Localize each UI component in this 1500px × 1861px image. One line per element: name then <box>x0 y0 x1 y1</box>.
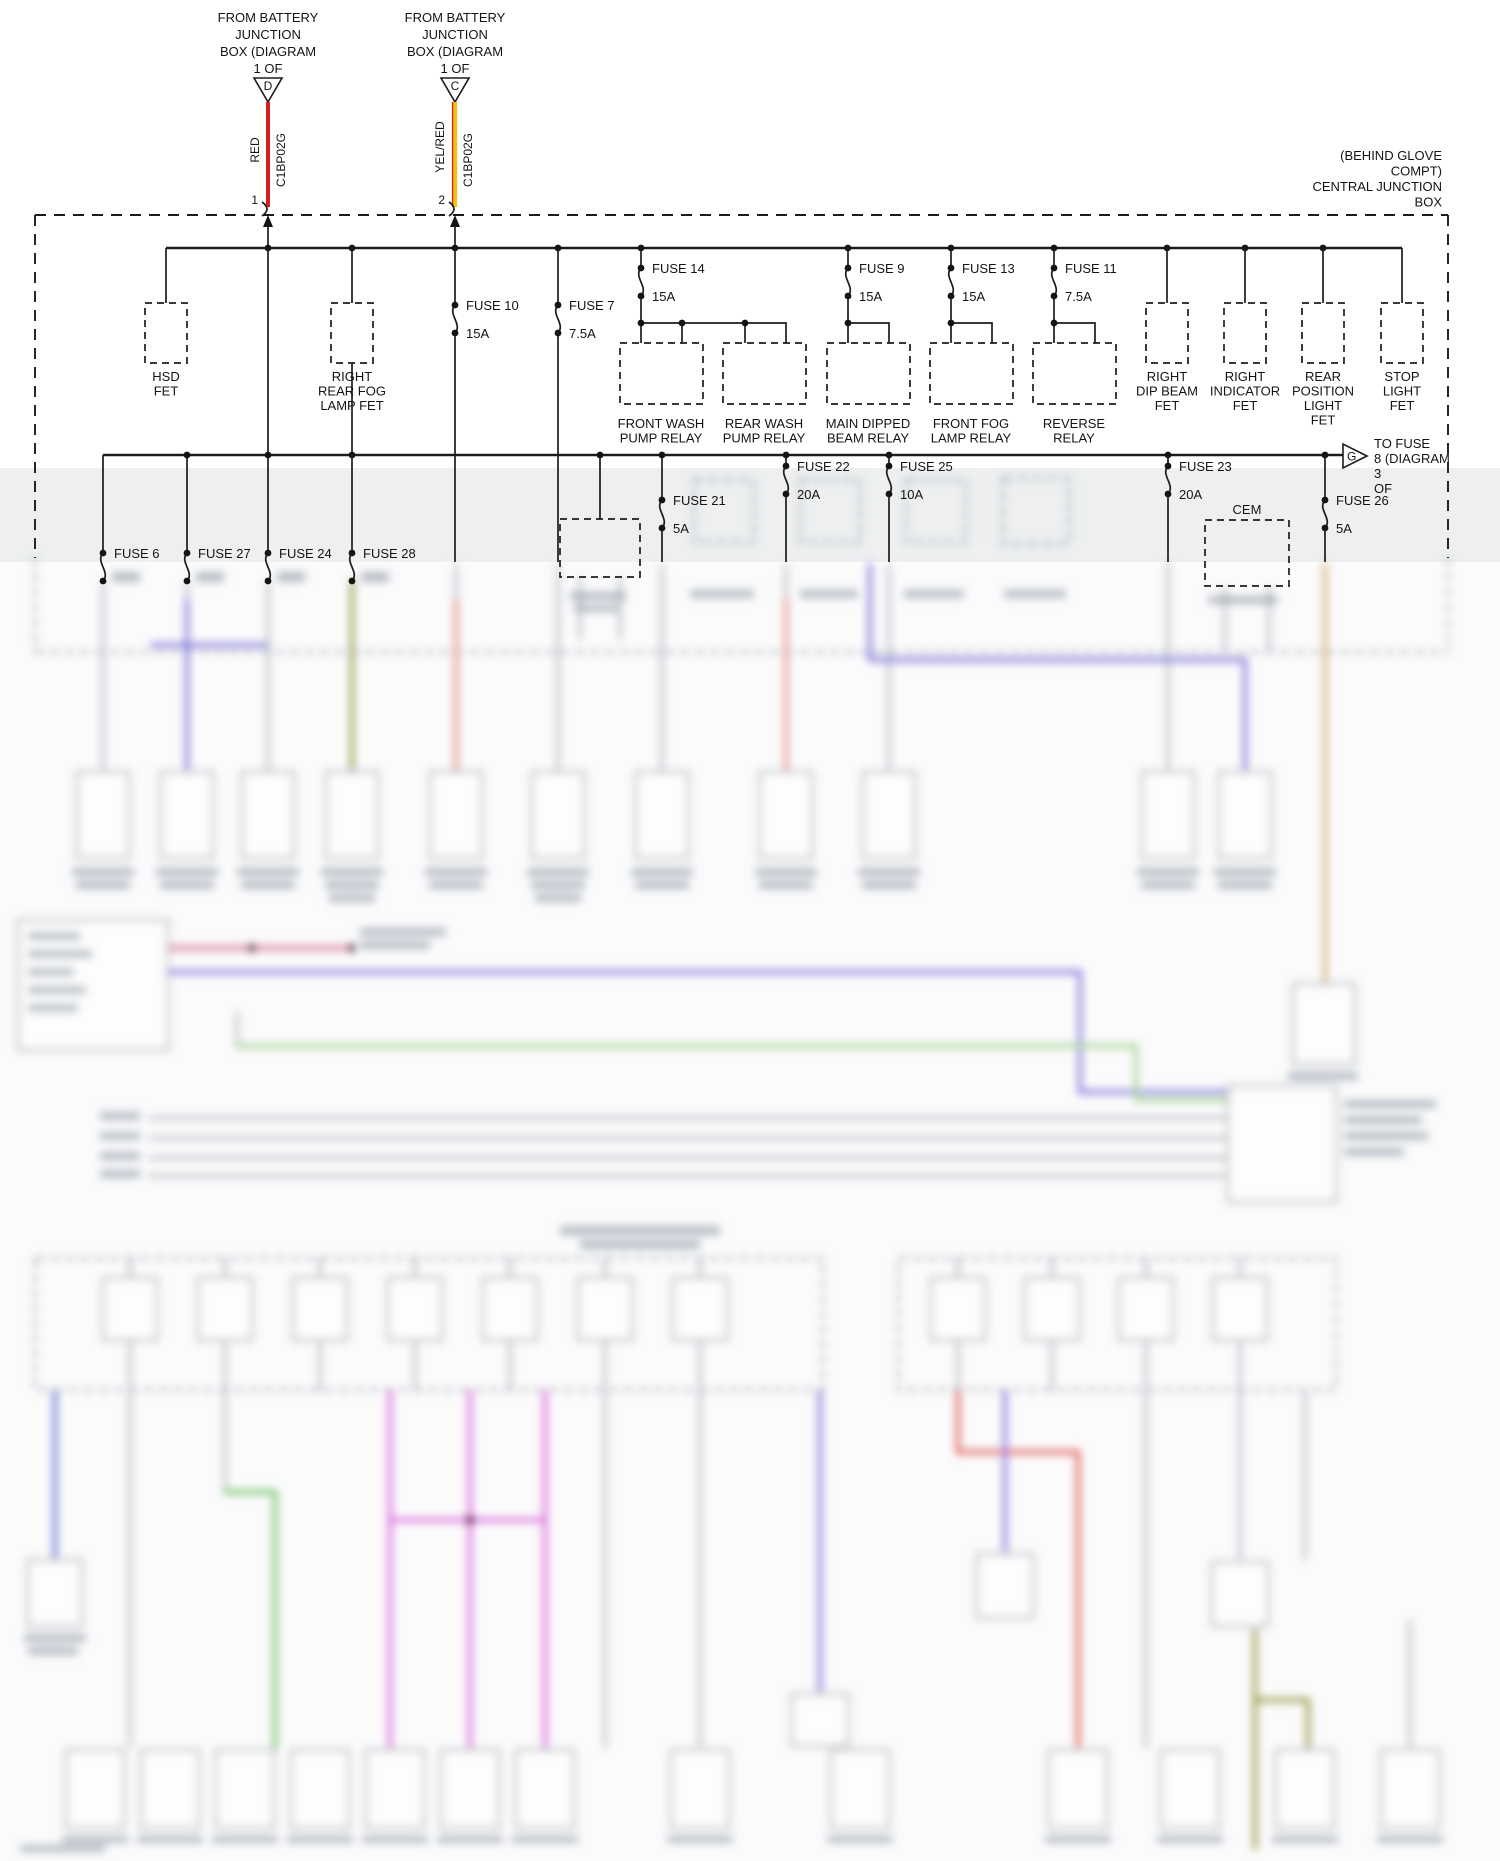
connector-letter-c: C <box>450 79 460 93</box>
fuse-name: FUSE 10 <box>466 298 519 313</box>
component-label: RIGHT <box>331 369 373 384</box>
cem-label: CEM <box>1232 502 1262 517</box>
component-label: REAR <box>1304 369 1342 384</box>
pin-number: 2 <box>438 193 445 207</box>
component-label: REAR FOG <box>318 383 386 399</box>
component-label: FET <box>1154 398 1180 413</box>
component-label: RIGHT <box>1224 369 1266 384</box>
source-d-label: FROM BATTERY <box>217 10 319 25</box>
wire-color-label: RED <box>248 137 262 163</box>
relay-label: FRONT WASH <box>617 416 705 431</box>
relay-label: PUMP RELAY <box>722 430 806 446</box>
relay-label: REAR WASH <box>724 416 804 431</box>
fuse-name: FUSE 14 <box>652 261 705 276</box>
component-label: FET <box>153 383 179 399</box>
source-d-label: 1 OF <box>253 61 283 76</box>
component-label: LIGHT <box>1382 383 1422 399</box>
wire-color-label: YEL/RED <box>433 121 447 173</box>
junction-box-caption-line: (BEHIND GLOVE <box>1340 148 1442 163</box>
wire-circuit-label: C1BP02G <box>461 132 475 188</box>
source-d-label: JUNCTION <box>235 27 301 42</box>
fuse-name: FUSE 22 <box>797 459 850 474</box>
fuse-name: FUSE 13 <box>962 261 1015 276</box>
fuse-name: FUSE 28 <box>363 546 416 561</box>
component-label: FET <box>1232 398 1258 413</box>
fuse-rating: 7.5A <box>1065 289 1092 304</box>
relay-label: LAMP RELAY <box>930 430 1012 446</box>
fuse-name: FUSE 21 <box>673 493 726 508</box>
fuse-rating: 20A <box>1179 487 1203 502</box>
fuse-name: FUSE 6 <box>114 546 160 561</box>
to-fuse-label: 8 (DIAGRAM <box>1374 451 1450 466</box>
fuse-rating: 15A <box>652 289 676 304</box>
fuse-rating: 10A <box>900 487 924 502</box>
component-label: FET <box>1389 398 1415 413</box>
relay-label: RELAY <box>1053 430 1095 446</box>
source-c-label: 1 OF <box>440 61 470 76</box>
source-c-label: FROM BATTERY <box>404 10 506 25</box>
fuse-name: FUSE 7 <box>569 298 615 313</box>
component-label: LAMP FET <box>320 398 384 413</box>
relay-label: BEAM RELAY <box>826 430 910 446</box>
wire-circuit-label: C1BP02G <box>274 132 288 188</box>
connector-letter-g: G <box>1347 449 1357 464</box>
junction-box-caption-line: BOX <box>1414 194 1442 210</box>
component-label: HSD <box>152 369 180 384</box>
fuse-rating: 15A <box>859 289 883 304</box>
fuse-rating: 5A <box>1336 521 1352 536</box>
fuse-rating: 5A <box>673 521 689 536</box>
fuse-rating: 20A <box>797 487 821 502</box>
component-label: INDICATOR <box>1209 383 1281 399</box>
blurred-area-background <box>0 562 1500 1861</box>
component-label: POSITION <box>1291 383 1355 399</box>
fuse-name: FUSE 9 <box>859 261 905 276</box>
relay-label: FRONT FOG <box>932 416 1010 431</box>
relay-label: PUMP RELAY <box>619 430 703 446</box>
source-c-label: JUNCTION <box>422 27 488 42</box>
fuse-name: FUSE 27 <box>198 546 251 561</box>
component-label: LIGHT <box>1303 398 1343 413</box>
to-fuse-label: TO FUSE <box>1374 436 1431 451</box>
relay-label: REVERSE <box>1042 416 1106 431</box>
fuse-name: FUSE 26 <box>1336 493 1389 508</box>
fuse-name: FUSE 23 <box>1179 459 1232 474</box>
component-label: FET <box>1310 412 1336 428</box>
fuse-rating: 15A <box>962 289 986 304</box>
component-label: DIP BEAM <box>1136 383 1198 399</box>
junction-box-caption-line: CENTRAL JUNCTION <box>1312 179 1442 194</box>
pin-number: 1 <box>251 193 258 207</box>
fuse-name: FUSE 25 <box>900 459 953 474</box>
component-label: RIGHT <box>1146 369 1188 384</box>
source-c-label: BOX (DIAGRAM <box>406 44 504 59</box>
relay-label: MAIN DIPPED <box>825 416 911 431</box>
fuse-rating: 7.5A <box>569 326 596 341</box>
to-fuse-label: OF <box>1374 481 1393 496</box>
component-label: STOP <box>1384 369 1420 384</box>
fuse-rating: 15A <box>466 326 490 341</box>
fuse-name: FUSE 24 <box>279 546 332 561</box>
junction-box-caption-line: COMPT) <box>1390 163 1442 179</box>
source-d-label: BOX (DIAGRAM <box>219 44 317 59</box>
to-fuse-label: 3 <box>1374 466 1382 481</box>
fuse-name: FUSE 11 <box>1065 261 1117 276</box>
connector-letter-d: D <box>263 79 273 93</box>
